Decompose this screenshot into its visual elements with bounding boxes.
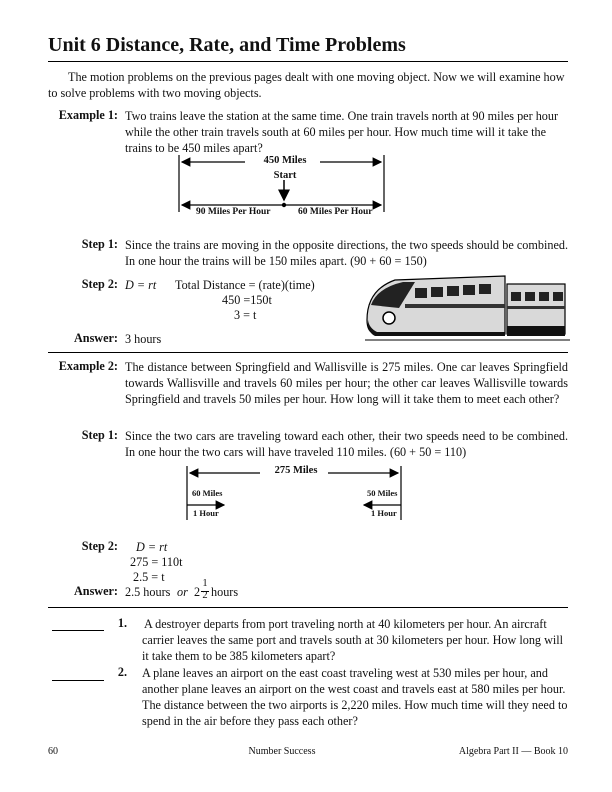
page-title: Unit 6 Distance, Rate, and Time Problems: [48, 34, 406, 56]
diagram2-left-speed: 60 Miles: [192, 488, 223, 498]
ex1-step1-label: Step 1:: [81, 237, 118, 251]
page-number: 60: [48, 746, 58, 757]
ex2-step2-line3: 2.5 = t: [133, 570, 165, 584]
ex2-answer-numerator: 1: [202, 578, 208, 589]
ex1-answer-value: 3 hours: [125, 332, 162, 346]
ex2-answer-or: or: [177, 585, 188, 599]
ex2-answer-unit: hours: [211, 585, 239, 599]
example-divider: [48, 352, 568, 353]
example1-text: Two trains leave the station at the same time. One train travels north at 90 miles per hour while the other train travels south at 60 miles per hour. How much time will it take the trains to be 450 miles apart?: [125, 109, 559, 155]
problem1-text: A destroyer departs from port traveling north at 40 kilometers per hour. An aircraft carrier leaves the same port and travels south at 30 kilometers per hour. How long will it take them to be 385 kilometers apart?: [142, 617, 564, 663]
ex1-step2-total: Total Distance = (rate)(time): [175, 278, 315, 292]
problem1-number: 1.: [117, 616, 127, 630]
train-illustration: [365, 270, 570, 348]
diagram1-total-label: 450 Miles: [263, 155, 307, 166]
problem2-number: 2.: [117, 665, 127, 679]
problem2-text: A plane leaves an airport on the east coast traveling west at 530 miles per hour, and another plane leaves an airport on the west coast and travels east at 580 miles per hour. The distance between the two airports is 2,220 miles. How much time will they need to spend in the air before they pass each other?: [142, 666, 568, 728]
problem1-answer-blank[interactable]: [52, 630, 104, 631]
ex2-answer-decimal: 2.5 hours: [125, 585, 171, 599]
diagram2-total-label: 275 Miles: [274, 465, 318, 476]
ex2-step2-label: Step 2:: [81, 539, 118, 553]
ex1-step2-line2: 450 =150t: [222, 293, 272, 307]
diagram2-left-hour: 1 Hour: [193, 508, 219, 518]
ex1-step2-line3: 3 = t: [234, 308, 257, 322]
example1-label: Example 1:: [58, 108, 118, 122]
ex2-answer-whole: 2: [194, 585, 201, 599]
footer-book-title: Algebra Part II — Book 10: [458, 746, 568, 757]
problems-divider: [48, 607, 568, 608]
diagram2-right-speed: 50 Miles: [367, 488, 398, 498]
title-rule: [48, 61, 568, 62]
diagram1-start-label: Start: [273, 170, 297, 181]
ex2-answer-label: Answer:: [73, 584, 118, 598]
ex1-step2-label: Step 2:: [81, 277, 118, 291]
diagram1-left-speed: 90 Miles Per Hour: [196, 207, 271, 217]
ex1-step1-text: Since the trains are moving in the opposite directions, the two speeds should be combined. In one hour the trains will be 150 miles apart. (90 + 60 = 150): [125, 238, 568, 268]
footer-center-title: Number Success: [248, 746, 316, 757]
diagram1-right-speed: 60 Miles Per Hour: [298, 207, 373, 217]
ex2-step1-text: Since the two cars are traveling toward each other, their two speeds need to be combined. In one hour the two cars will have traveled 110 miles. (60 + 50 = 110): [125, 429, 568, 459]
example2-text: The distance between Springfield and Wallisville is 275 miles. One car leaves Springfield towards Wallisville and travels 60 miles per hour; the other car leaves Wallisville towards Springfield and travels 50 miles per hour. How long will it take them to meet each other?: [125, 360, 568, 406]
diagram2-right-hour: 1 Hour: [371, 508, 397, 518]
example2-label: Example 2:: [58, 359, 118, 373]
intro-paragraph: The motion problems on the previous pages dealt with one moving object. Now we will examine how to solve problems with two moving objects.: [48, 70, 565, 100]
ex2-step2-formula: D = rt: [136, 540, 168, 554]
ex2-answer-denominator: 2: [202, 590, 208, 601]
ex1-step2-formula: D = rt: [125, 278, 157, 292]
problem2-answer-blank[interactable]: [52, 680, 104, 681]
ex1-answer-label: Answer:: [73, 331, 118, 345]
ex2-step1-label: Step 1:: [81, 428, 118, 442]
ex2-step2-line2: 275 = 110t: [130, 555, 183, 569]
